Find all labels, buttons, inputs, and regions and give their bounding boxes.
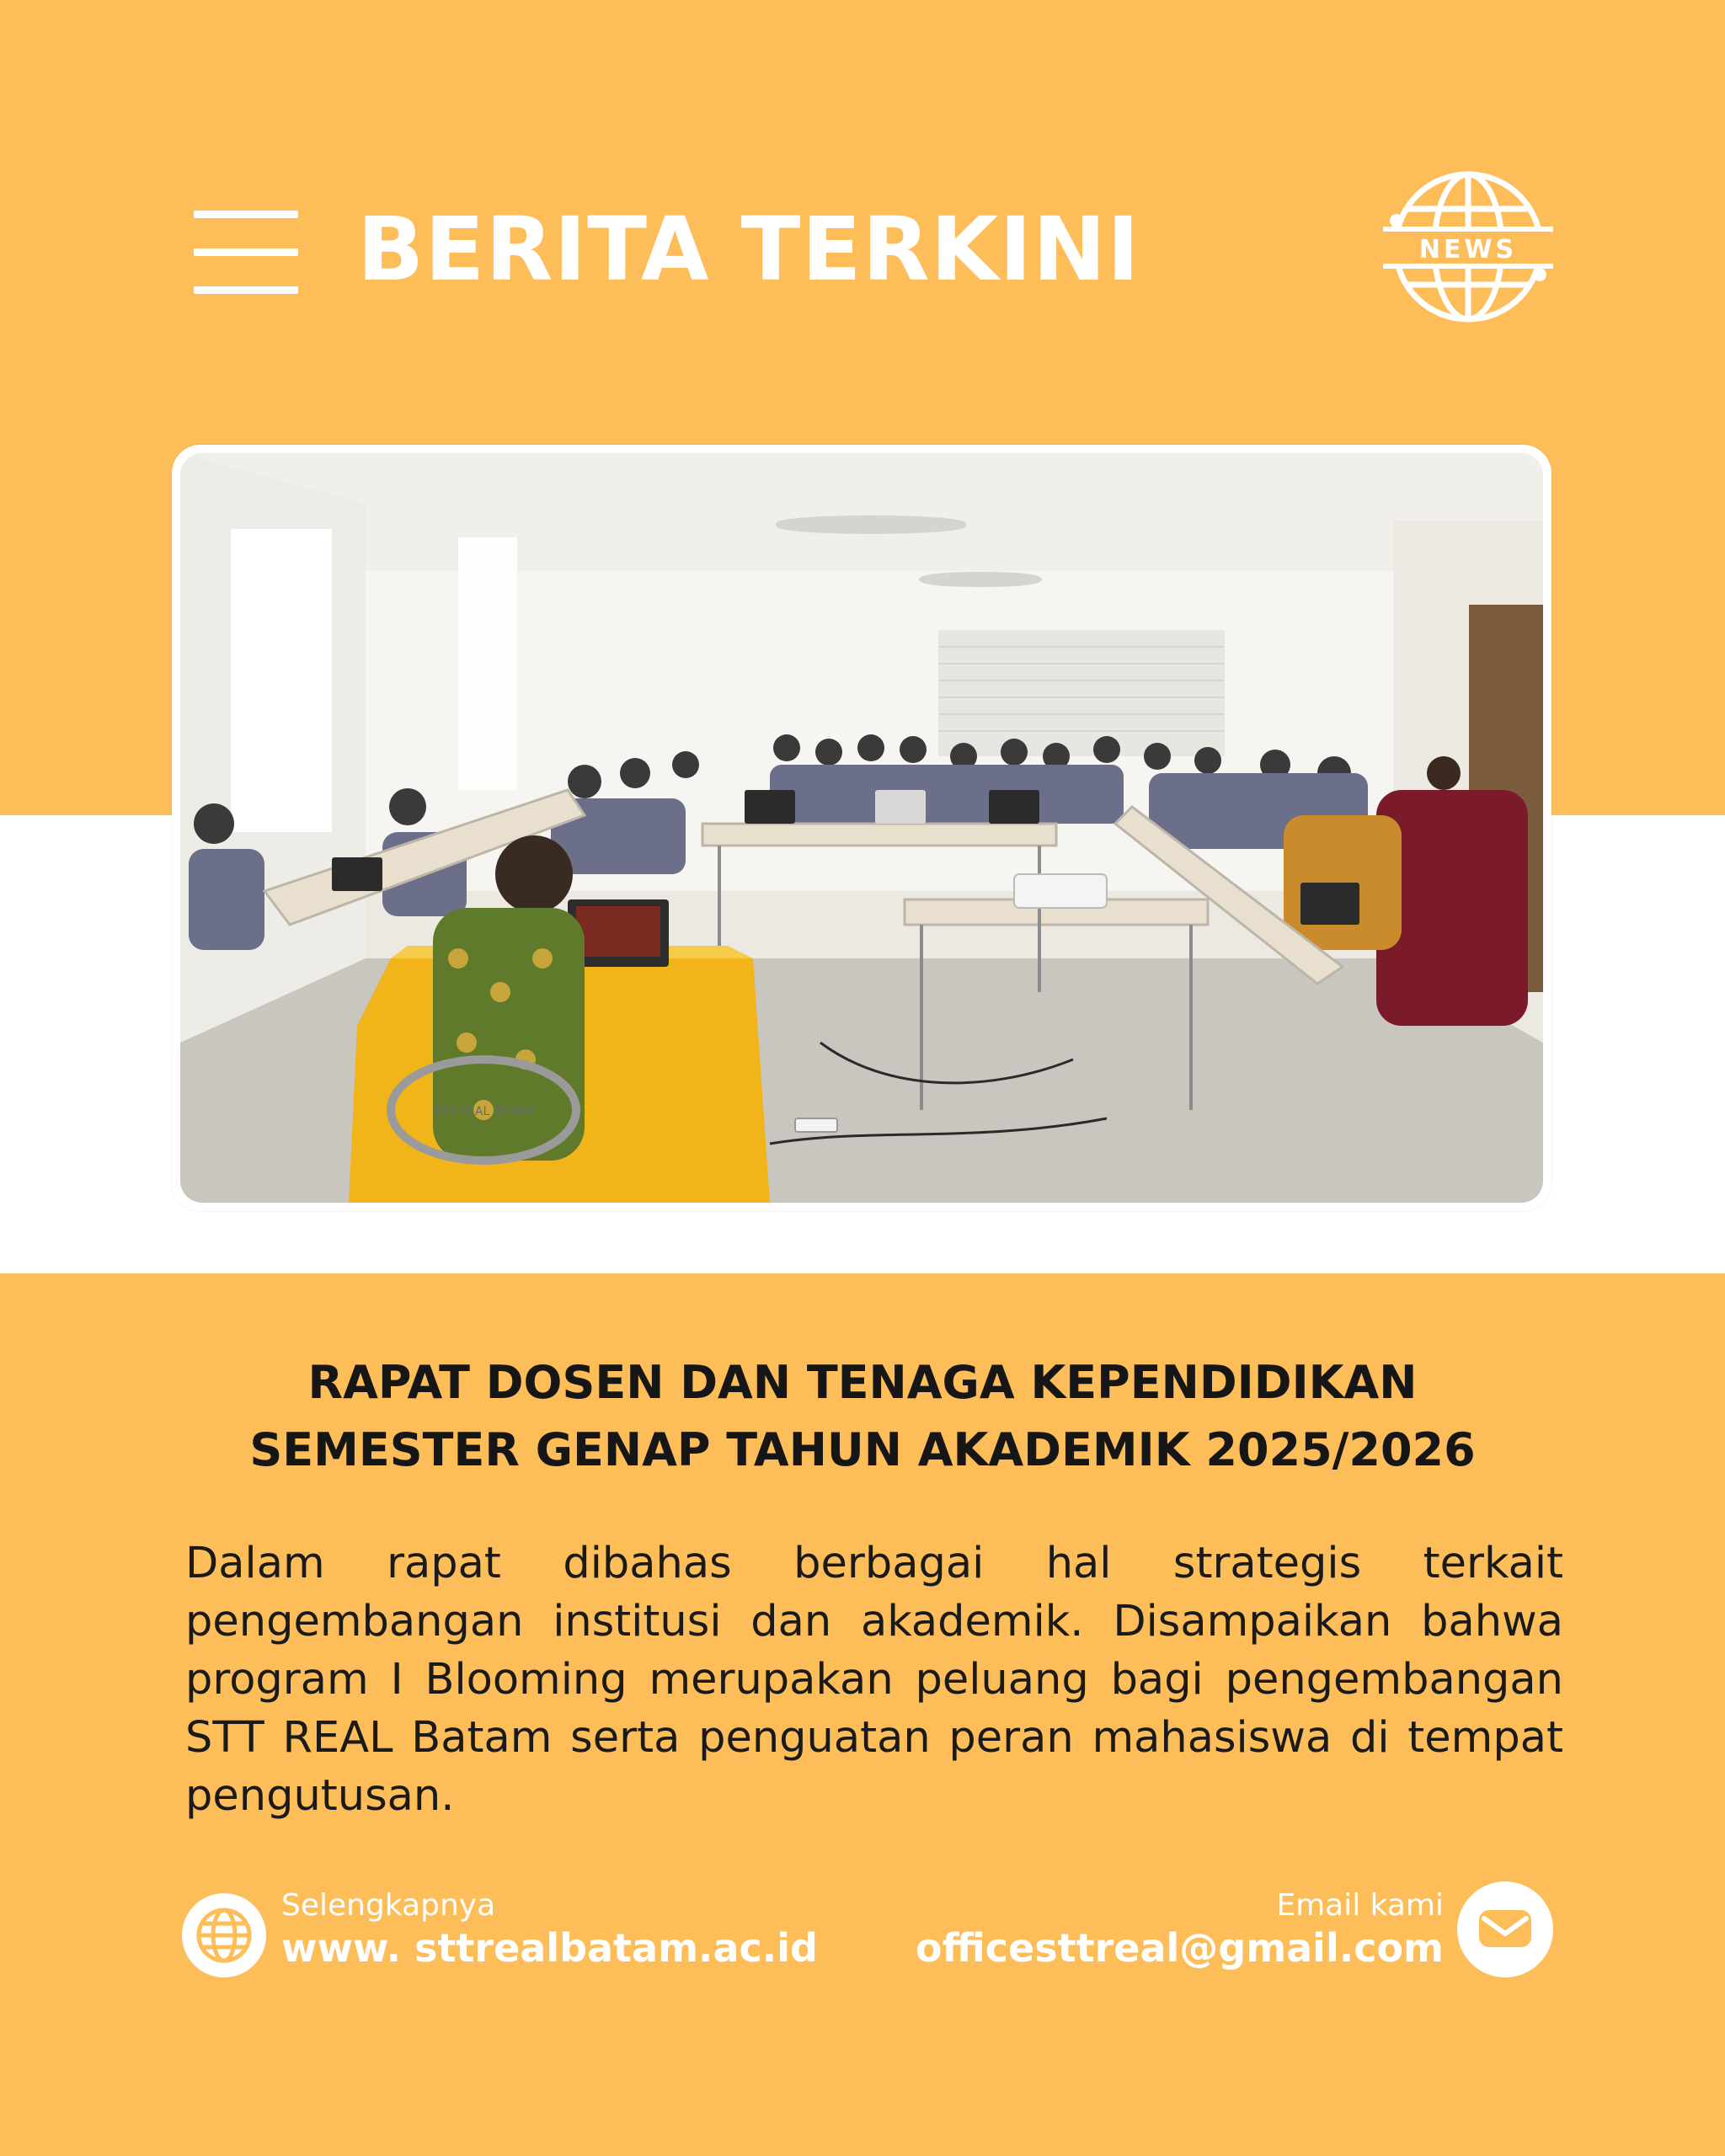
page-title: BERITA TERKINI (357, 198, 1140, 301)
website-globe-icon (182, 1893, 266, 1977)
article-body: Dalam rapat dibahas berbagai hal strategis terkait pengembangan institusi dan akademik. Disampaikan bahwa program I Blooming merupakan peluang bagi pengembangan STT REAL Batam serta penguatan peran mahasiswa di tempat pengutusan. (185, 1539, 1563, 1821)
website-label: Selengkapnya (281, 1888, 496, 1923)
article-title (152, 1349, 1573, 1484)
menu-icon[interactable] (194, 211, 298, 295)
news-logo-text: NEWS (1418, 235, 1518, 264)
website-link[interactable]: www. sttrealbatam.ac.id (281, 1925, 818, 1971)
email-link[interactable]: officesttreal@gmail.com (915, 1925, 1444, 1971)
news-photo-frame (172, 445, 1551, 1211)
email-label: Email kami (1276, 1888, 1444, 1923)
meeting-photo (180, 453, 1543, 1203)
mail-icon (1457, 1881, 1553, 1977)
article-title-line-1: RAPAT DOSEN DAN TENAGA KEPENDIDIKAN (307, 1356, 1418, 1409)
article-title-line-2: SEMESTER GENAP TAHUN AKADEMIK 2025/2026 (249, 1423, 1476, 1476)
news-globe-icon (1381, 168, 1555, 325)
chair-label: STT REAL BATAM (434, 1105, 533, 1118)
